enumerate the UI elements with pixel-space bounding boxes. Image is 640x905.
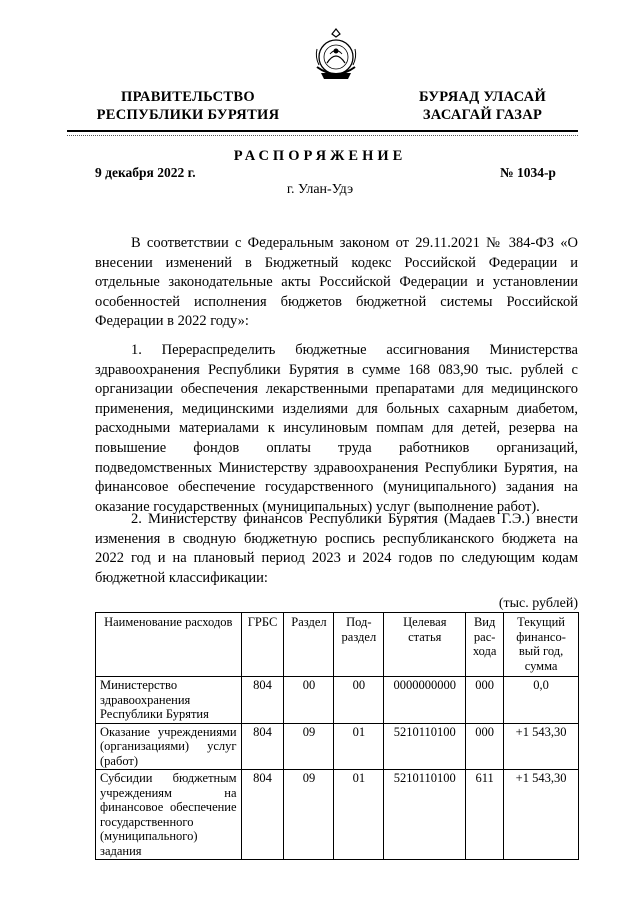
table-cell: 09	[284, 723, 334, 770]
header-cell-expense-type: Вид рас- хода	[466, 613, 504, 677]
government-name-bua: БУРЯАД УЛАСАЙ ЗАСАГАЙ ГАЗАР	[418, 89, 547, 123]
table-cell: 01	[334, 770, 384, 860]
table-cell: Субсидии бюджетным учреждениям на финансовое обеспечение государственного (муниципального) задания	[96, 770, 242, 860]
table-cell: Министерство здравоохранения Республики Бурятия	[96, 677, 242, 724]
header-cell-subsection: Под- раздел	[334, 613, 384, 677]
header-cell-name: Наименование расходов	[96, 613, 242, 677]
document-city: г. Улан-Удэ	[286, 182, 354, 197]
table-cell: 000	[466, 677, 504, 724]
table-row	[96, 770, 579, 860]
table-cell: 01	[334, 723, 384, 770]
header-divider-dotted	[67, 135, 578, 136]
preamble-paragraph: В соответствии с Федеральным законом от 29.11.2021 № 384-ФЗ «О внесении изменений в Бюджетный кодекс Российской Федерации и отдельные законодательные акты Российской Федерации и установлении особенностей исполнения бюджетов бюджетной системы Российской Федерации в 2022 году»:	[95, 235, 578, 330]
table-cell: 804	[241, 770, 284, 860]
header-divider	[67, 130, 578, 132]
table-cell: 5210110100	[384, 723, 466, 770]
table-cell: 09	[284, 770, 334, 860]
government-name-ru: ПРАВИТЕЛЬСТВО РЕСПУБЛИКИ БУРЯТИЯ	[96, 89, 280, 123]
clause-1-paragraph: 1. Перераспределить бюджетные ассигнования Министерства здравоохранения Республики Бурятия в сумме 168 083,90 тыс. рублей с организации обеспечения лекарственными препаратами для медицинского применения, медицинскими изделиями для больных сахарным диабетом, расходными материалами к инсулиновым помпам для детей, резерва на повышение фондов оплаты труда работников организаций, подведомственных Министерству здравоохранения Республики Бурятия, на финансовое обеспечение государственного (муниципального) задания на оказание государственных (муниципальных) услуг (выполнение работ).	[95, 342, 578, 515]
table-cell: 611	[466, 770, 504, 860]
document-title: РАСПОРЯЖЕНИЕ	[233, 148, 407, 164]
table-cell: 804	[241, 677, 284, 724]
document-date: 9 декабря 2022 г.	[95, 165, 196, 180]
table-cell: Оказание учреждениями (организациями) услуг (работ)	[96, 723, 242, 770]
header-cell-section: Раздел	[284, 613, 334, 677]
budget-table	[95, 612, 579, 860]
coat-of-arms-icon	[311, 27, 361, 85]
table-row	[96, 723, 579, 770]
table-cell: +1 543,30	[504, 770, 579, 860]
table-units: (тыс. рублей)	[498, 596, 578, 611]
header-cell-target-article: Целевая статья	[384, 613, 466, 677]
clause-2-paragraph: 2. Министерству финансов Республики Бурятия (Мадаев Г.Э.) внести изменения в сводную бюджетную роспись республиканского бюджета на 2022 год и на плановый период 2023 и 2024 годов по следующим кодам бюджетной классификации:	[95, 511, 578, 586]
table-header-row	[96, 613, 579, 677]
table-cell: 0000000000	[384, 677, 466, 724]
header-cell-grbs: ГРБС	[241, 613, 284, 677]
table-cell: 00	[334, 677, 384, 724]
header-cell-amount: Текущий финансо- вый год, сумма	[504, 613, 579, 677]
table-cell: 0,0	[504, 677, 579, 724]
table-cell: +1 543,30	[504, 723, 579, 770]
table-cell: 00	[284, 677, 334, 724]
table-cell: 804	[241, 723, 284, 770]
table-cell: 000	[466, 723, 504, 770]
table-cell: 5210110100	[384, 770, 466, 860]
document-number: № 1034-р	[500, 165, 556, 180]
table-row	[96, 677, 579, 724]
